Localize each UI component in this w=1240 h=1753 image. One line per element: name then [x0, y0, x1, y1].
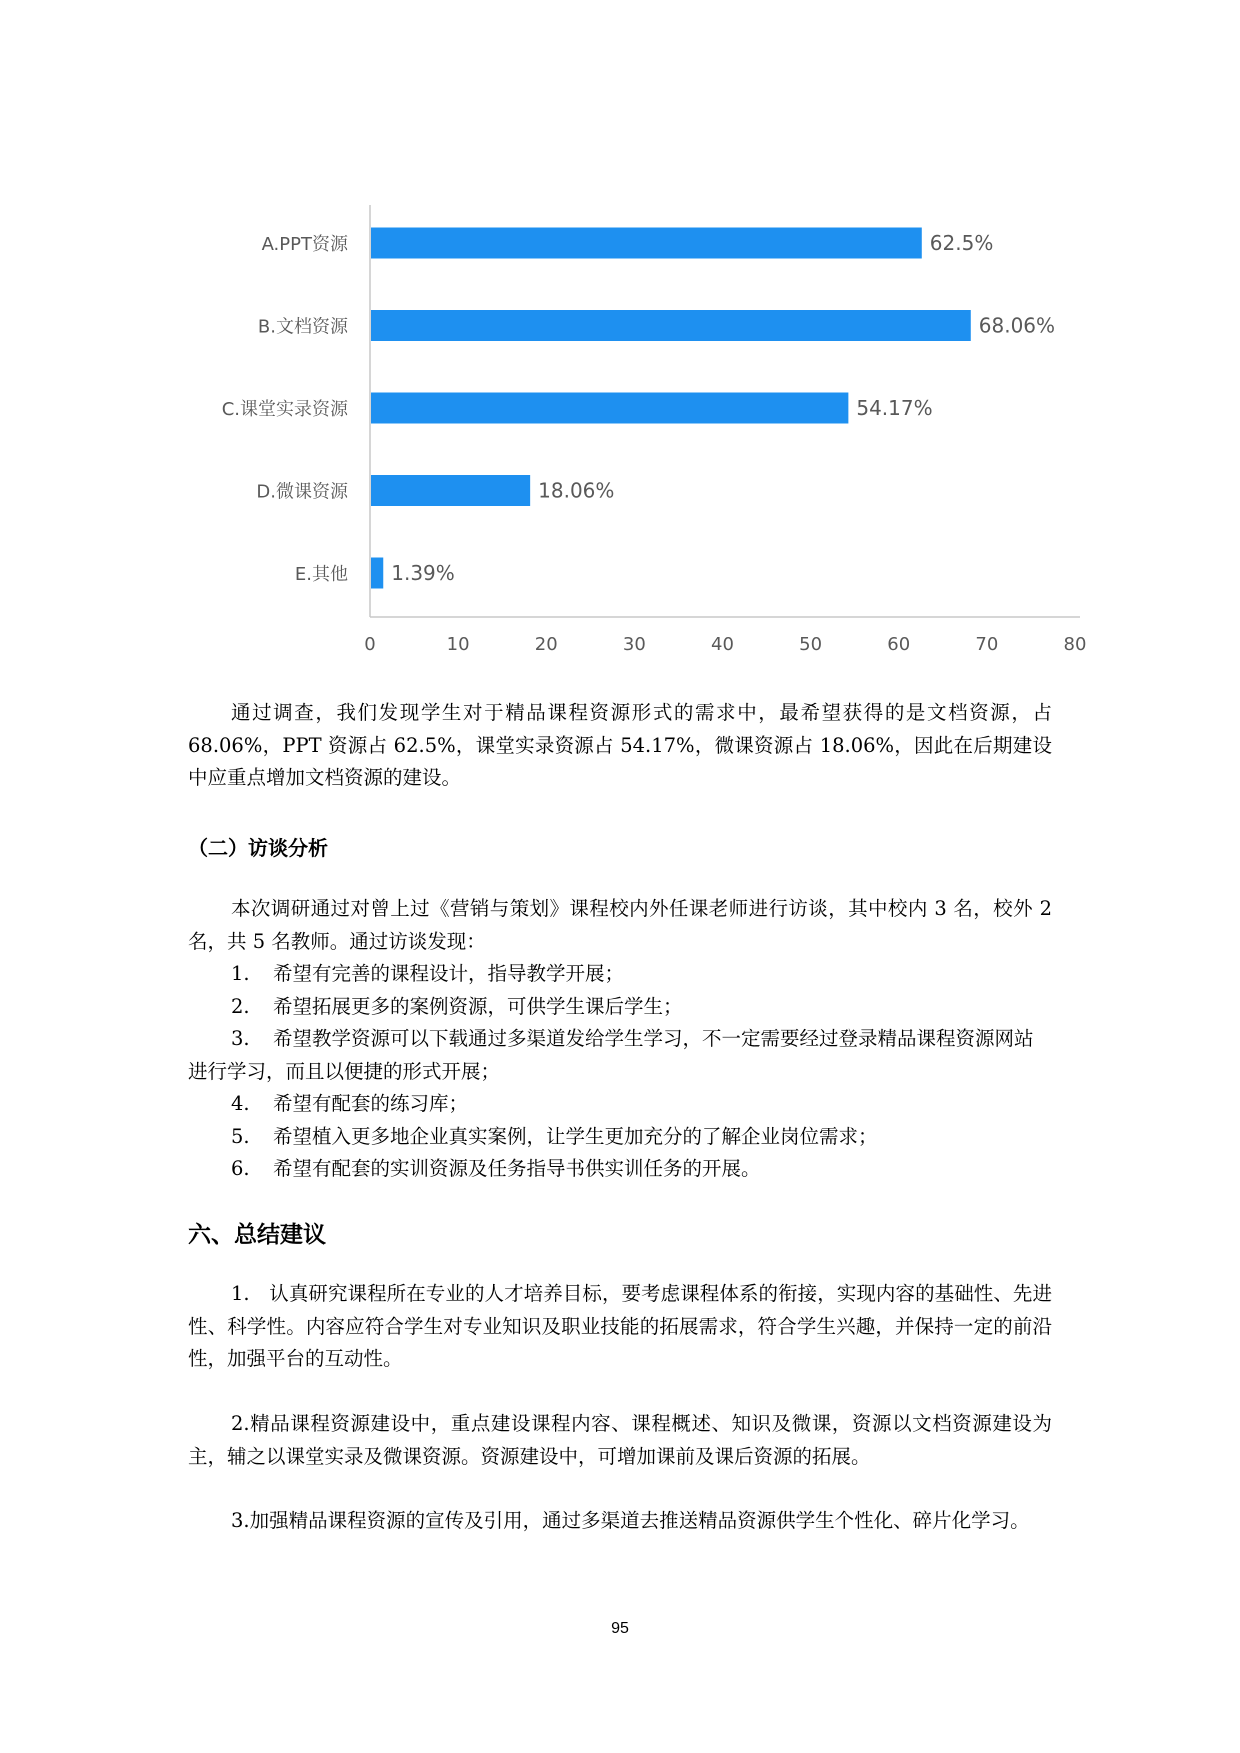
finding-item: [188, 958, 1052, 991]
data-label: 18.06%: [538, 478, 615, 503]
finding-number: 6.: [231, 1157, 250, 1180]
data-label: 68.06%: [978, 313, 1056, 338]
finding-text: 希望植入更多地企业真实案例，让学生更加充分的了解企业岗位需求；: [273, 1124, 878, 1148]
category-label: E.其他: [294, 564, 348, 585]
category-label: A.PPT资源: [261, 234, 348, 255]
finding-text: 希望有配套的练习库；: [273, 1092, 469, 1115]
x-tick-label: 70: [975, 634, 999, 655]
x-tick-label: 50: [799, 634, 823, 655]
finding-number: 4.: [231, 1092, 250, 1115]
finding-number: 5.: [231, 1124, 250, 1148]
x-tick-label: 20: [534, 634, 558, 655]
x-tick-label: 0: [364, 634, 376, 655]
section-title-interview-analysis: （二）访谈分析: [188, 836, 328, 860]
survey-summary-paragraph: 通过调查，我们发现学生对于精品课程资源形式的需求中，最希望获得的是文档资源，占 68.06%，PPT 资源占 62.5%，课堂实录资源占 54.17%，微课资源占 18.06%，因此在后期建设中应重点增加文档资源的建设。: [188, 701, 1052, 789]
data-label: 62.5%: [929, 231, 994, 255]
finding-text: 希望拓展更多的案例资源，可供学生课后学生；: [273, 994, 683, 1018]
interview-intro-paragraph: 本次调研通过对曾上过《营销与策划》课程校内外任课老师进行访谈，其中校内 3 名，校外 2 名，共 5 名教师。通过访谈发现：: [188, 897, 1052, 953]
finding-item: [188, 1088, 1052, 1121]
data-label: 54.17%: [856, 396, 933, 420]
x-tick-label: 40: [711, 634, 734, 655]
bar: [371, 310, 971, 341]
bar: [371, 393, 848, 424]
finding-number: 1.: [231, 962, 250, 985]
finding-item: [188, 1121, 1052, 1154]
finding-number: 2.: [231, 994, 250, 1018]
category-label: B.文档资源: [257, 316, 348, 338]
x-tick-label: 60: [887, 634, 911, 655]
finding-item: [188, 1153, 1052, 1186]
finding-item: [188, 991, 1052, 1024]
category-label: D.微课资源: [256, 481, 348, 503]
bar: [371, 475, 530, 506]
findings-list: [188, 958, 1052, 1186]
finding-number: 3.: [231, 1027, 250, 1050]
data-label: 1.39%: [391, 561, 455, 585]
bar: [371, 228, 922, 259]
section-title-summary-suggestions: 六、总结建议: [188, 1222, 326, 1248]
page-number: 95: [611, 1620, 629, 1637]
suggestion-3: 3.加强精品课程资源的宣传及引用，通过多渠道去推送精品资源供学生个性化、碎片化学习。: [231, 1509, 1030, 1532]
finding-text: 希望教学资源可以下载通过多渠道发给学生学习，不一定需要经过登录精品课程资源网站进行学习，而且以便捷的形式开展；: [188, 1027, 1034, 1083]
suggestion-2: 2.精品课程资源建设中，重点建设课程内容、课程概述、知识及微课，资源以文档资源建设为主，辅之以课堂实录及微课资源。资源建设中，可增加课前及课后资源的拓展。: [188, 1412, 1052, 1468]
x-tick-label: 30: [622, 634, 646, 655]
suggestion-1: 1. 认真研究课程所在专业的人才培养目标，要考虑课程体系的衔接，实现内容的基础性、先进性、科学性。内容应符合学生对专业知识及职业技能的拓展需求，符合学生兴趣，并保持一定的前沿性，加强平台的互动性。: [188, 1282, 1052, 1370]
bar: [371, 558, 383, 589]
finding-text: 希望有配套的实训资源及任务指导书供实训任务的开展。: [273, 1157, 761, 1180]
finding-text: 希望有完善的课程设计，指导教学开展；: [273, 962, 625, 985]
finding-item: [188, 1023, 1052, 1088]
bar-chart: [180, 195, 1100, 665]
x-tick-label: 10: [446, 634, 470, 655]
category-label: C.课堂实录资源: [221, 399, 348, 420]
x-tick-label: 80: [1063, 634, 1087, 655]
